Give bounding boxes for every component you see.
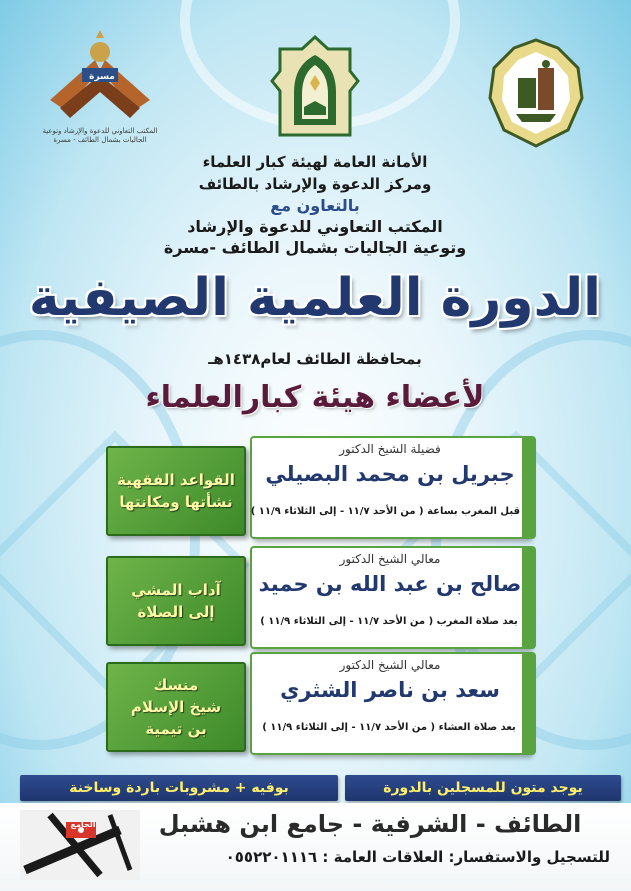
session-topic-line: نشأتها ومكانتها xyxy=(119,493,233,511)
session-topic-line: شيخ الإسلام xyxy=(130,698,222,716)
intro-line-3: بالتعاون مع xyxy=(270,196,360,215)
session-time: بعد صلاة العشاء ( من الأحد ١١/٧ - إلى الثلاثاء ١١/٩ ) xyxy=(262,722,516,733)
intro-line-4: المكتب التعاوني للدعوة والإرشاد xyxy=(187,217,443,236)
masra-logo-caption: المكتب التعاوني للدعوة والإرشاد وتوعية الجاليات بشمال الطائف - مسرة xyxy=(42,127,158,144)
intro-line-5: وتوعية الجاليات بشمال الطائف -مسرة xyxy=(163,238,467,257)
session-topic-box xyxy=(106,662,246,752)
session-card xyxy=(100,652,530,755)
session-topic-line: منسك xyxy=(153,676,199,694)
course-title: الدورة العلمية الصيفية xyxy=(28,268,601,328)
session-topic-box xyxy=(106,556,246,646)
session-speaker-box xyxy=(250,652,530,755)
session-topic-line: إلى الصلاة xyxy=(137,603,215,621)
map-mosque-label: الجامع xyxy=(70,820,96,829)
venue-location: الطائف - الشرفية - جامع ابن هشبل xyxy=(158,810,582,838)
speaker-title: فضيلة الشيخ الدكتور xyxy=(339,442,441,456)
course-audience: لأعضاء هيئة كبارالعلماء xyxy=(145,380,485,415)
session-speaker-box xyxy=(250,436,530,539)
session-time: قبل المغرب بساعة ( من الأحد ١١/٧ - إلى الثلاثاء ١١/٩ ) xyxy=(250,506,520,517)
speaker-title: معالي الشيخ الدكتور xyxy=(339,552,441,566)
session-card xyxy=(100,436,530,539)
speaker-name: سعد بن ناصر الشثري xyxy=(280,678,500,702)
buffet-banner: بوفيه + مشروبات باردة وساخنة xyxy=(20,775,338,801)
texts-provided-banner: يوجد متون للمسجلين بالدورة xyxy=(345,775,621,801)
ministry-islamic-affairs-logo-icon xyxy=(270,35,360,150)
session-topic-line: آداب المشي xyxy=(131,581,221,599)
masra-logo-name: مسرة xyxy=(89,72,115,82)
speaker-name: صالح بن عبد الله بن حميد xyxy=(258,572,522,596)
speaker-title: معالي الشيخ الدكتور xyxy=(339,658,441,672)
session-card xyxy=(100,546,530,649)
general-presidency-scholarly-research-logo-icon xyxy=(488,38,584,148)
session-speaker-box xyxy=(250,546,530,649)
intro-line-1: الأمانة العامة لهيئة كبار العلماء xyxy=(202,153,428,171)
intro-line-2: ومركز الدعوة والإرشاد بالطائف xyxy=(198,175,432,193)
registration-contact: للتسجيل والاستفسار: العلاقات العامة : ٠٥٥٢٢٠١١١٦ xyxy=(225,848,610,866)
speaker-name: جبريل بن محمد البصيلي xyxy=(265,462,515,486)
location-map xyxy=(20,810,140,880)
session-time: بعد صلاة المغرب ( من الأحد ١١/٧ - إلى الثلاثاء ١١/٩ ) xyxy=(260,616,518,627)
course-location-year: بمحافظة الطائف لعام١٤٣٨هـ xyxy=(208,350,422,368)
session-topic-box xyxy=(106,446,246,536)
session-topic-line: بن تيمية xyxy=(145,720,207,738)
session-topic-line: القواعد الفقهية xyxy=(117,471,235,489)
